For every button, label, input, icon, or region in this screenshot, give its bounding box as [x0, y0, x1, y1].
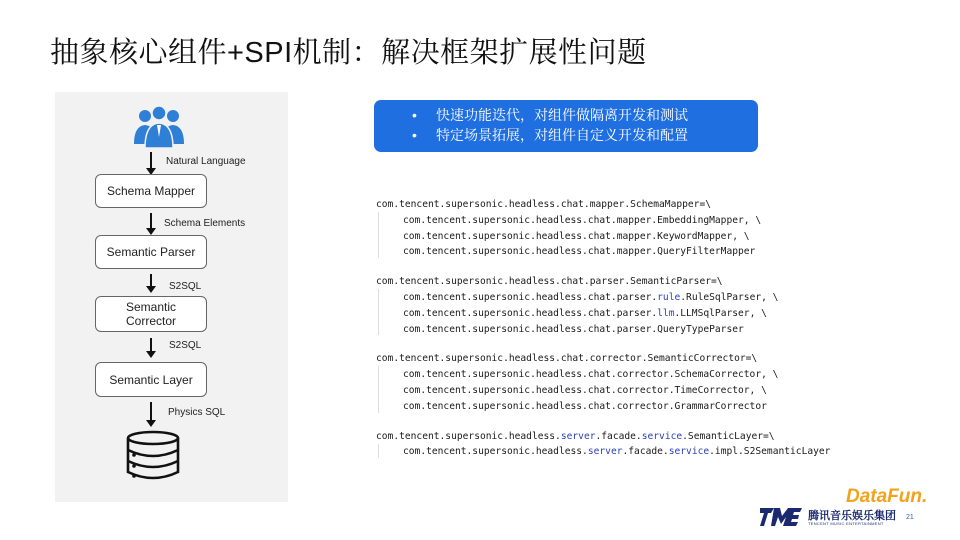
pipeline-panel: [55, 92, 288, 502]
database-icon: [125, 430, 181, 480]
code-line: com.tencent.supersonic.headless.chat.parser.rule.RuleSqlParser, \: [403, 291, 779, 303]
code-line: com.tencent.supersonic.headless.chat.mapper.QueryFilterMapper: [403, 246, 756, 258]
code-line: com.tencent.supersonic.headless.chat.mapper.KeywordMapper, \: [403, 230, 750, 242]
page-number: 21: [906, 514, 914, 521]
arrow-to-database: [150, 402, 152, 422]
footer-logos: [760, 486, 950, 530]
highlights-callout: [374, 100, 758, 152]
code-line: com.tencent.supersonic.headless.chat.parser.SemanticParser=\: [376, 276, 723, 288]
code-group-corrector: [376, 351, 876, 414]
datafun-logo: DataFun.: [846, 486, 928, 507]
code-group-layer: [376, 429, 876, 461]
s2sql-label-2: S2SQL: [169, 340, 202, 351]
code-line: com.tencent.supersonic.headless.chat.corrector.TimeCorrector, \: [403, 384, 767, 396]
arrow-to-corrector: [150, 274, 152, 288]
slide-title: 抽象核心组件+SPI机制：解决框架扩展性问题: [50, 37, 647, 69]
natural-language-label: Natural Language: [166, 156, 246, 167]
tme-logo-icon: [760, 508, 802, 526]
code-line: com.tencent.supersonic.headless.chat.parser.QueryTypeParser: [403, 323, 744, 335]
semantic-layer-box: Semantic Layer: [95, 362, 207, 397]
spi-config-code: [376, 197, 876, 474]
corrector-line1: Semantic: [125, 300, 177, 314]
code-group-mapper: [376, 197, 876, 260]
code-line: com.tencent.supersonic.headless.chat.corrector.SemanticCorrector=\: [376, 353, 758, 365]
semantic-parser-box: Semantic Parser: [95, 235, 207, 269]
arrow-to-mapper: [150, 152, 152, 170]
users-icon: [131, 104, 187, 150]
company-subtitle: TENCENT MUSIC ENTERTAINMENT: [808, 521, 884, 526]
schema-elements-label: Schema Elements: [164, 218, 246, 229]
code-line: com.tencent.supersonic.headless.chat.corrector.SchemaCorrector, \: [403, 369, 779, 381]
callout-bullet-2: • 特定场景拓展，对组件自定义开发和配置: [436, 125, 758, 145]
code-line: com.tencent.supersonic.headless.chat.mapper.EmbeddingMapper, \: [403, 214, 762, 226]
code-line: com.tencent.supersonic.headless.chat.parser.llm.LLMSqlParser, \: [403, 307, 767, 319]
code-line: com.tencent.supersonic.headless.server.facade.service.impl.S2SemanticLayer: [403, 446, 831, 458]
s2sql-label-1: S2SQL: [169, 281, 202, 292]
schema-mapper-box: Schema Mapper: [95, 174, 207, 208]
code-group-parser: [376, 274, 876, 337]
physics-sql-label: Physics SQL: [168, 407, 226, 418]
code-line: com.tencent.supersonic.headless.chat.corrector.GrammarCorrector: [403, 400, 767, 412]
arrow-to-layer: [150, 338, 152, 353]
arrow-to-parser: [150, 213, 152, 230]
code-line: com.tencent.supersonic.headless.chat.mapper.SchemaMapper=\: [376, 199, 712, 210]
code-line: com.tencent.supersonic.headless.server.facade.service.SemanticLayer=\: [376, 430, 775, 442]
corrector-line2: Corrector: [125, 314, 176, 328]
callout-bullet-1: • 快速功能迭代，对组件做隔离开发和测试: [436, 105, 758, 125]
company-name: 腾讯音乐娱乐集团: [808, 510, 896, 522]
semantic-corrector-box: [95, 296, 207, 332]
